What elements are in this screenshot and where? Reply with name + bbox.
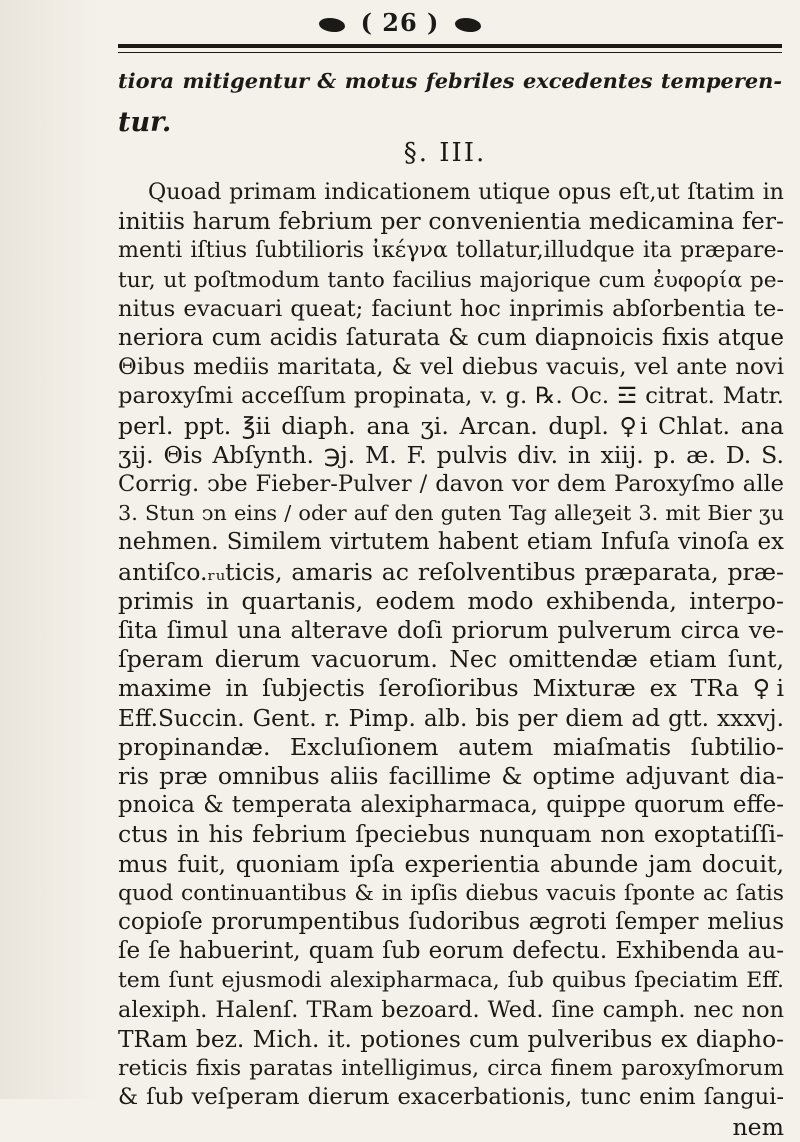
text-line: maxime in ſubjectis ſeroſioribus Mixturæ ex TRa ♀i: [118, 674, 784, 703]
text-line: perl. ppt. ℥ii diaph. ana ʒi. Arcan. dupl. ♀i Chlat. ana: [118, 411, 784, 440]
text-line: alexiph. Halenſ. TRam bezoard. Wed. ſine camph. nec non: [118, 996, 784, 1023]
section-title: [118, 60, 782, 144]
text-line: paroxyſmi acceſſum propinata, v. g. ℞. Oc. ☲ citrat. Matr.: [118, 383, 784, 410]
text-line: pnoica & temperata alexipharmaca, quippe quorum effe-: [118, 792, 784, 819]
text-line: ʒij. Θis Abſynth. ℈j. M. F. pulvis div. in xiij. p. æ. D. S.: [118, 440, 784, 469]
text-line: neriora cum acidis ſaturata & cum diapnoicis fixis atque: [118, 325, 784, 352]
text-line: propinandæ. Excluſionem autem miaſmatis ſubtilio-: [118, 732, 784, 761]
text-line: copioſe prorumpentibus ſudoribus ægroti ſemper melius: [118, 909, 784, 936]
text-line: ſe ſe habuerint, quam ſub eorum defectu. Exhibenda au-: [118, 938, 784, 965]
text-line: nem: [732, 1112, 784, 1141]
text-line: Eff.Succin. Gent. r. Pimp. alb. bis per diem ad gtt. xxxvj.: [118, 704, 784, 732]
text-line: quod continuantibus & in ipſis diebus vacuis ſponte ac ſatis: [118, 880, 784, 906]
text-line: antiſco.ᵣᵤticis, amaris ac reſolventibus præparata, præ-: [118, 557, 784, 586]
text-line: ctus in his febrium ſpeciebus nunquam non exoptatiſſi-: [118, 820, 784, 849]
text-line: menti iſtius ſubtilioris ἰκέγνα tollatur,illudque ita præpare-: [118, 237, 784, 264]
text-line: Θibus mediis maritata, & vel diebus vacuis, vel ante novi: [118, 354, 784, 381]
title-line: tiora mitigentur & motus febriles excedentes temperen-: [118, 68, 782, 93]
text-line: tem ſunt ejusmodi alexipharmaca, ſub quibus ſpeciatim Eff.: [118, 968, 784, 994]
text-line: mus fuit, quoniam ipſa experientia abunde jam docuit,: [118, 849, 784, 878]
paragraph: [118, 178, 784, 1142]
text-line: 3. Stun ↄn eins / oder auf den guten Tag alleʒeit 3. mit Bier ʒu: [118, 501, 784, 526]
text-line: ſita ſimul una alterave doſi priorum pulverum circa ve-: [118, 616, 784, 645]
text-line: ris præ omnibus aliis facillime & optime adjuvant dia-: [118, 762, 784, 791]
page-header: [0, 8, 800, 37]
text-line: reticis fixis paratas intelligimus, circa finem paroxyſmorum: [118, 1056, 784, 1082]
text-line: initiis harum febrium per convenientia medicamina fer-: [118, 207, 784, 236]
right-ornament-icon: [455, 18, 481, 32]
left-ornament-icon: [319, 18, 345, 32]
text-line: primis in quartanis, eodem modo exhibenda, interpo-: [118, 586, 784, 615]
text-line: TRam bez. Mich. it. potiones cum pulveribus ex diapho-: [118, 1025, 784, 1053]
title-line: tur.: [118, 107, 172, 138]
text-line: ſperam dierum vacuorum. Nec omittendæ etiam ſunt,: [118, 645, 784, 674]
text-line: nehmen. Similem virtutem habent etiam Infuſa vinoſa ex: [118, 529, 784, 556]
text-line: Quoad primam indicationem utique opus eſt,ut ſtatim in: [148, 179, 784, 205]
text-line: nitus evacuari queat; faciunt hoc inprimis abſorbentia te-: [118, 295, 784, 322]
section-mark: §. III.: [403, 138, 487, 168]
page-number: ( 26 ): [360, 8, 440, 37]
text-line: Corrig. ↄbe Fieber-Pulver / davon vor dem Paroxyſmo alle: [118, 471, 784, 498]
header-rule: [118, 44, 782, 48]
header-rule-thin: [118, 52, 782, 53]
text-line: & ſub veſperam dierum exacerbationis, tunc enim ſangui-: [118, 1084, 784, 1111]
text-line: tur, ut poſtmodum tanto facilius majorique cum ἐυφορία pe-: [118, 267, 784, 293]
